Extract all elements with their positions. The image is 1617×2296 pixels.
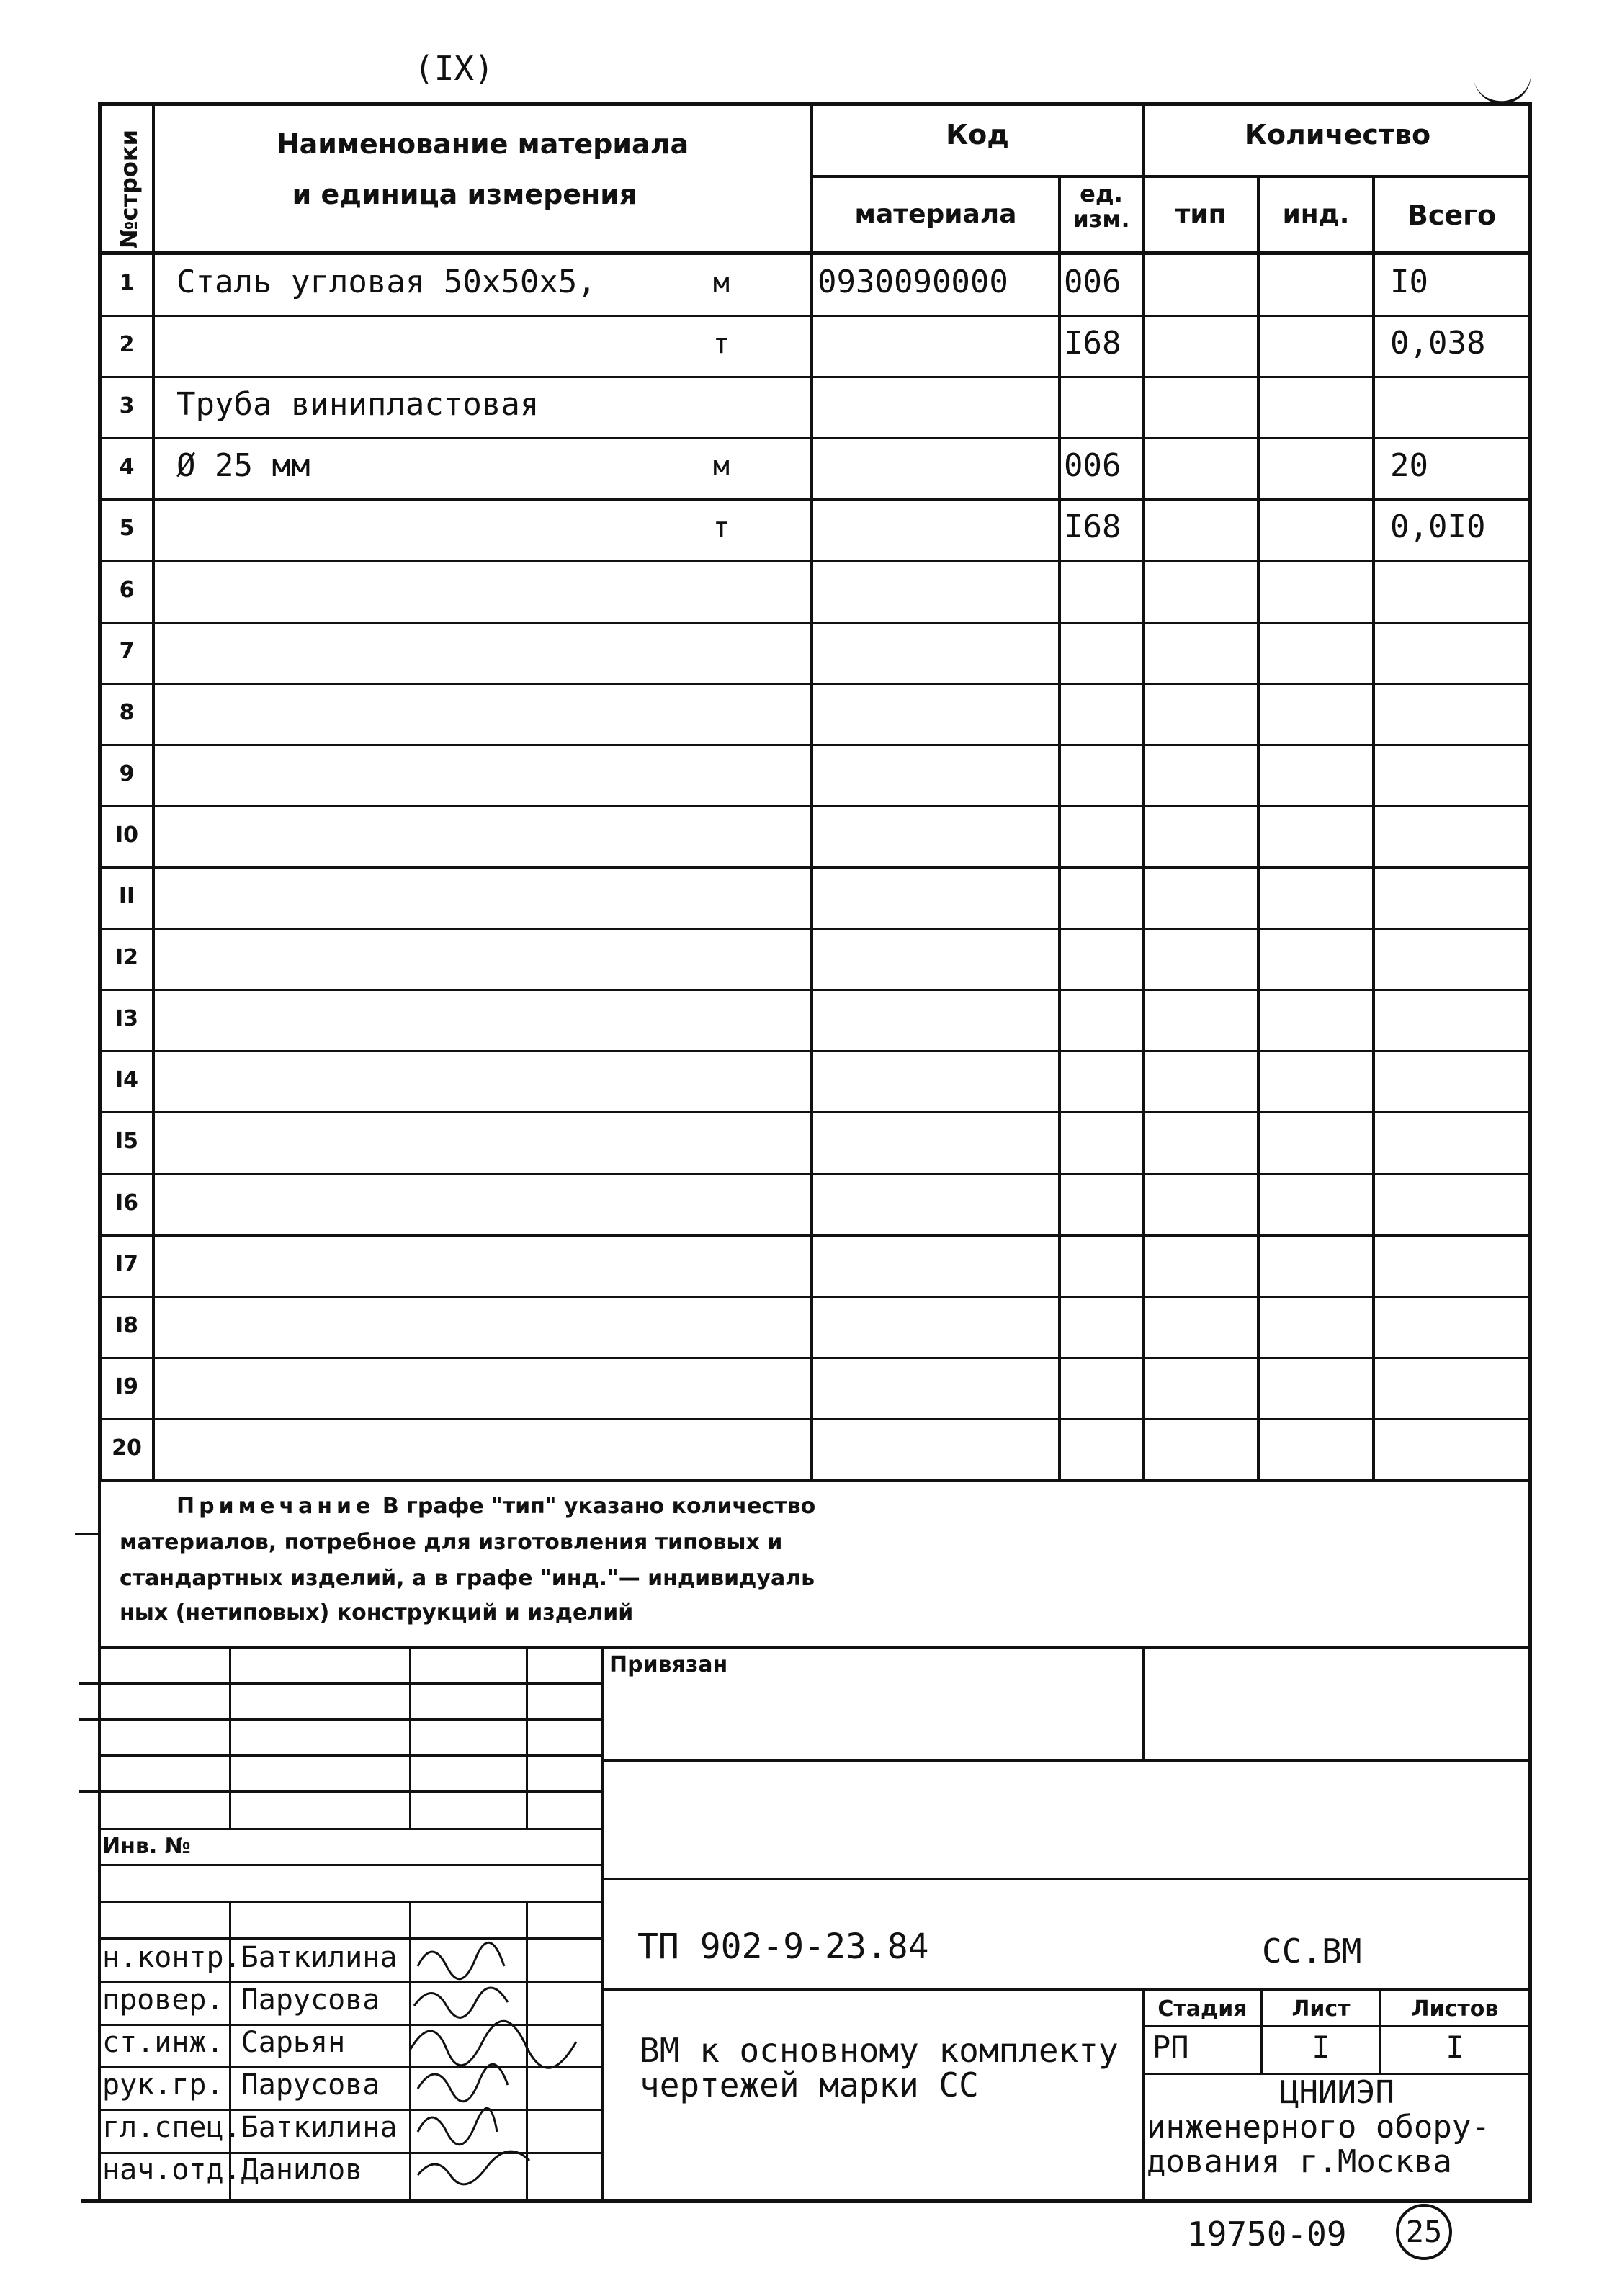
row-number: 4 — [119, 454, 135, 480]
note-line-3: стандартных изделий, а в графе "инд."— индивидуаль — [120, 1566, 815, 1591]
header-code: Код — [946, 119, 1009, 151]
sheet-label: Лист — [1291, 1996, 1351, 2022]
note-line-1 — [176, 1494, 815, 1519]
sheets-value: I — [1446, 2030, 1464, 2065]
inv-no-label: Инв. № — [102, 1834, 191, 1859]
header-name-line2: и единица измерения — [292, 179, 637, 210]
signer-line: нач.отд.Данилов — [102, 2153, 363, 2187]
signer-line: н.контр.Баткилина — [102, 1941, 398, 1974]
row-number: 5 — [119, 516, 135, 541]
header-code-unit-2: изм. — [1072, 205, 1130, 233]
row-number: I4 — [115, 1067, 139, 1093]
note-lead: Примечание — [176, 1494, 375, 1519]
row-unit: т — [713, 328, 730, 359]
header-quantity: Количество — [1244, 119, 1431, 151]
row-number: I2 — [115, 945, 139, 970]
note-line-1-text: В графе "тип" указано количество — [382, 1494, 816, 1519]
org-line-3: дования г.Москва — [1147, 2143, 1452, 2180]
signer-line: провер. Парусова — [102, 1983, 380, 2017]
row-qty-total: 0,038 — [1390, 325, 1486, 362]
row-number: I6 — [115, 1190, 139, 1216]
header-qty-total: Всего — [1407, 199, 1497, 231]
doc-code: ТП 902-9-23.84 — [637, 1927, 929, 1967]
org-line-2: инженерного обору- — [1147, 2109, 1490, 2145]
signatures-image — [403, 1937, 619, 2197]
row-number: 3 — [119, 393, 135, 418]
title-line-2: чертежей марки СС — [640, 2066, 979, 2104]
row-number: 20 — [112, 1435, 142, 1461]
row-qty-total: 20 — [1390, 447, 1428, 484]
row-name: Труба винипластовая — [176, 386, 539, 423]
row-unit-code: I68 — [1064, 325, 1121, 362]
header-qty-ind: инд. — [1282, 199, 1350, 229]
row-number: I3 — [115, 1006, 139, 1031]
header-qty-type: тип — [1175, 199, 1227, 229]
signer-line: рук.гр. Парусова — [102, 2068, 380, 2102]
stage-value: РП — [1152, 2030, 1189, 2065]
note-line-2: материалов, потребное для изготовления типовых и — [120, 1530, 783, 1555]
row-unit-code: 006 — [1064, 447, 1121, 484]
row-qty-total: 0,0I0 — [1390, 508, 1486, 545]
row-number: I9 — [115, 1374, 139, 1399]
header-code-unit-1: ед. — [1080, 180, 1123, 207]
row-number: 8 — [119, 700, 135, 725]
linked-label: Привязан — [609, 1652, 728, 1677]
row-number: I7 — [115, 1252, 139, 1277]
row-name: Ø 25 мм — [176, 447, 310, 484]
sheet-mark: (IX) — [414, 49, 494, 88]
row-unit-code: 006 — [1064, 264, 1121, 300]
row-number: 7 — [119, 639, 135, 664]
row-number: II — [118, 884, 135, 909]
header-name-line1: Наименование материала — [276, 128, 689, 160]
inventory-number: 19750-09 — [1187, 2215, 1347, 2254]
row-unit: т — [713, 511, 730, 543]
sheets-label: Листов — [1411, 1996, 1499, 2022]
row-name: Сталь угловая 50х50х5, — [176, 264, 596, 300]
row-number: I5 — [115, 1129, 139, 1154]
row-number: 1 — [119, 271, 135, 296]
row-unit-code: I68 — [1064, 508, 1121, 545]
note-line-4: ных (нетиповых) конструкций и изделий — [120, 1600, 634, 1625]
signer-line: ст.инж. Сарьян — [102, 2026, 346, 2059]
row-unit: м — [713, 450, 730, 482]
row-qty-total: I0 — [1390, 264, 1428, 300]
stage-label: Стадия — [1157, 1996, 1248, 2022]
row-material-code: 0930090000 — [818, 264, 1008, 300]
doc-mark: СС.ВМ — [1262, 1932, 1362, 1970]
sheet-value: I — [1312, 2030, 1330, 2065]
row-number: 6 — [119, 578, 135, 603]
row-number: I0 — [115, 822, 139, 848]
row-number: 2 — [119, 332, 135, 357]
header-row-no: №строки — [115, 129, 143, 248]
row-number: 9 — [119, 761, 135, 786]
header-code-material: материала — [854, 199, 1017, 229]
signer-line: гл.спец.Баткилина — [102, 2111, 398, 2144]
row-unit: м — [713, 266, 730, 298]
page-number: 25 — [1396, 2204, 1452, 2260]
row-number: I8 — [115, 1313, 139, 1338]
org-line-1: ЦНИИЭП — [1280, 2074, 1394, 2111]
title-line-1: ВМ к основному комплекту — [640, 2031, 1119, 2070]
